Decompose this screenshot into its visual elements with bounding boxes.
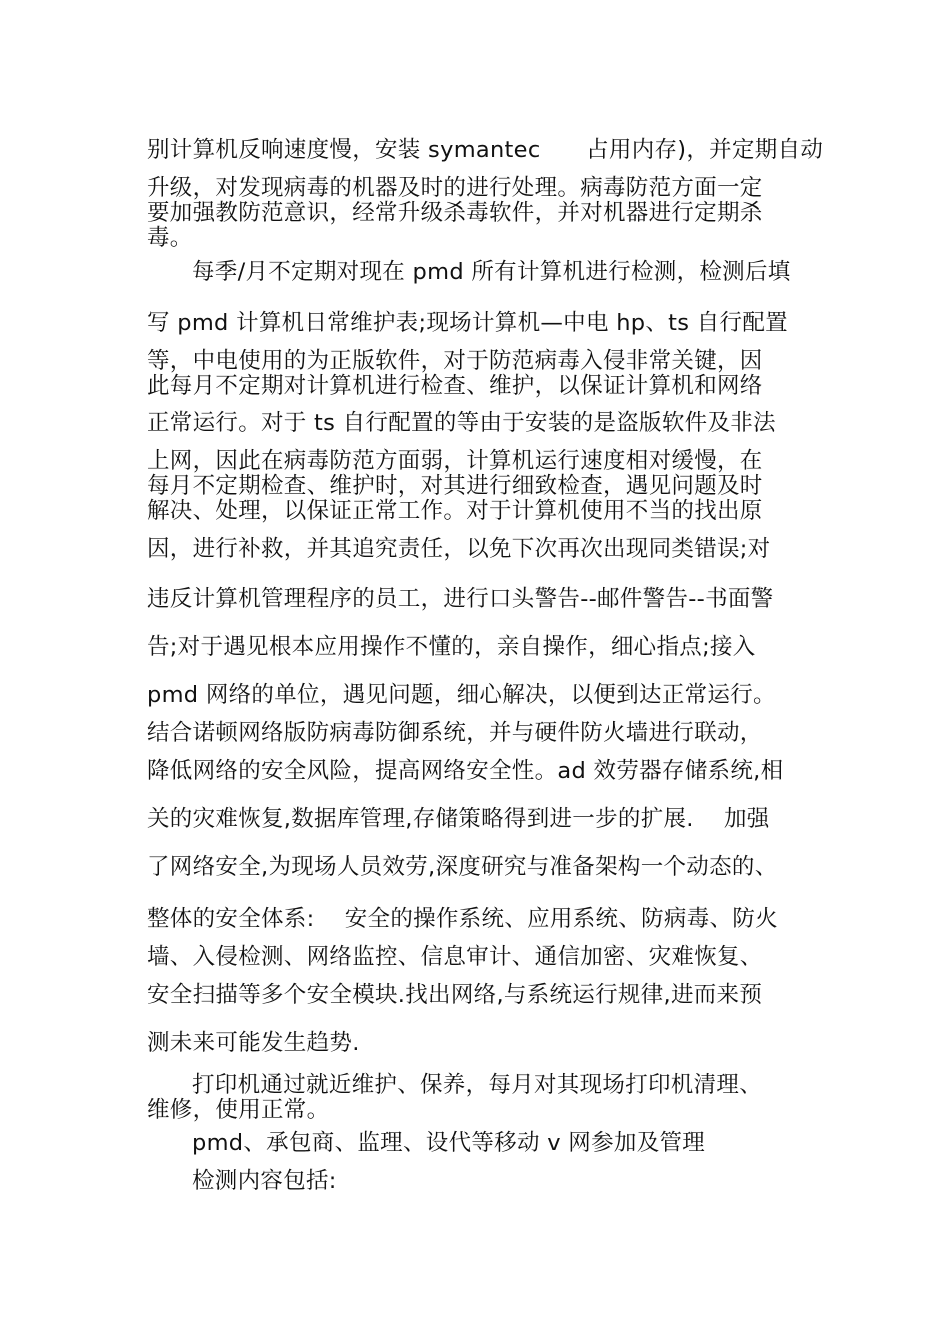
paragraph-line: 了网络安全,为现场人员效劳,深度研究与准备架构一个动态的、 [147,854,778,880]
paragraph-line: pmd 网络的单位，遇见问题，细心解决，以便到达正常运行。 [147,682,776,708]
paragraph-line: 维修，使用正常。 [147,1097,330,1123]
paragraph-line: 等，中电使用的为正版软件，对于防范病毒入侵非常关键，因 [147,348,763,374]
paragraph-line: 此每月不定期对计算机进行检查、维护，以保证计算机和网络 [147,373,763,399]
paragraph-line: 关的灾难恢复,数据库管理,存储策略得到进一步的扩展. 加强 [147,806,770,832]
paragraph-line: 要加强教防范意识，经常升级杀毒软件，并对机器进行定期杀 [147,200,763,226]
paragraph-line: 正常运行。对于 ts 自行配置的等由于安装的是盗版软件及非法 [147,410,776,436]
paragraph-line: 别计算机反响速度慢，安装 symantec 占用内存)，并定期自动 [147,137,824,163]
paragraph-line: 升级，对发现病毒的机器及时的进行处理。病毒防范方面一定 [147,175,763,201]
paragraph-line: 降低网络的安全风险，提高网络安全性。ad 效劳器存储系统,相 [147,758,784,784]
paragraph-line: pmd、承包商、监理、设代等移动 v 网参加及管理 [192,1130,706,1156]
paragraph-line: 告;对于遇见根本应用操作不懂的，亲自操作，细心指点;接入 [147,634,756,660]
paragraph-line: 结合诺顿网络版防病毒防御系统，并与硬件防火墙进行联动， [147,720,763,746]
paragraph-line: 安全扫描等多个安全模块.找出网络,与系统运行规律,进而来预 [147,982,763,1008]
paragraph-line: 墙、入侵检测、网络监控、信息审计、通信加密、灾难恢复、 [147,944,763,970]
paragraph-line: 解决、处理，以保证正常工作。对于计算机使用不当的找出原 [147,498,763,524]
paragraph-line: 违反计算机管理程序的员工，进行口头警告--邮件警告--书面警 [147,586,774,612]
paragraph-line: 毒。 [147,225,193,251]
paragraph-line: 写 pmd 计算机日常维护表;现场计算机—中电 hp、ts 自行配置 [147,310,788,336]
paragraph-line: 上网，因此在病毒防范方面弱，计算机运行速度相对缓慢，在 [147,448,763,474]
paragraph-line: 每季/月不定期对现在 pmd 所有计算机进行检测，检测后填 [192,259,791,285]
paragraph-line: 整体的安全体系: 安全的操作系统、应用系统、防病毒、防火 [147,906,778,932]
paragraph-line: 检测内容包括: [192,1168,337,1194]
paragraph-line: 每月不定期检查、维护时，对其进行细致检查，遇见问题及时 [147,473,763,499]
paragraph-line: 打印机通过就近维护、保养，每月对其现场打印机清理、 [192,1072,763,1098]
paragraph-line: 因，进行补救，并其追究责任，以免下次再次出现同类错误;对 [147,536,771,562]
paragraph-line: 测未来可能发生趋势. [147,1030,360,1056]
